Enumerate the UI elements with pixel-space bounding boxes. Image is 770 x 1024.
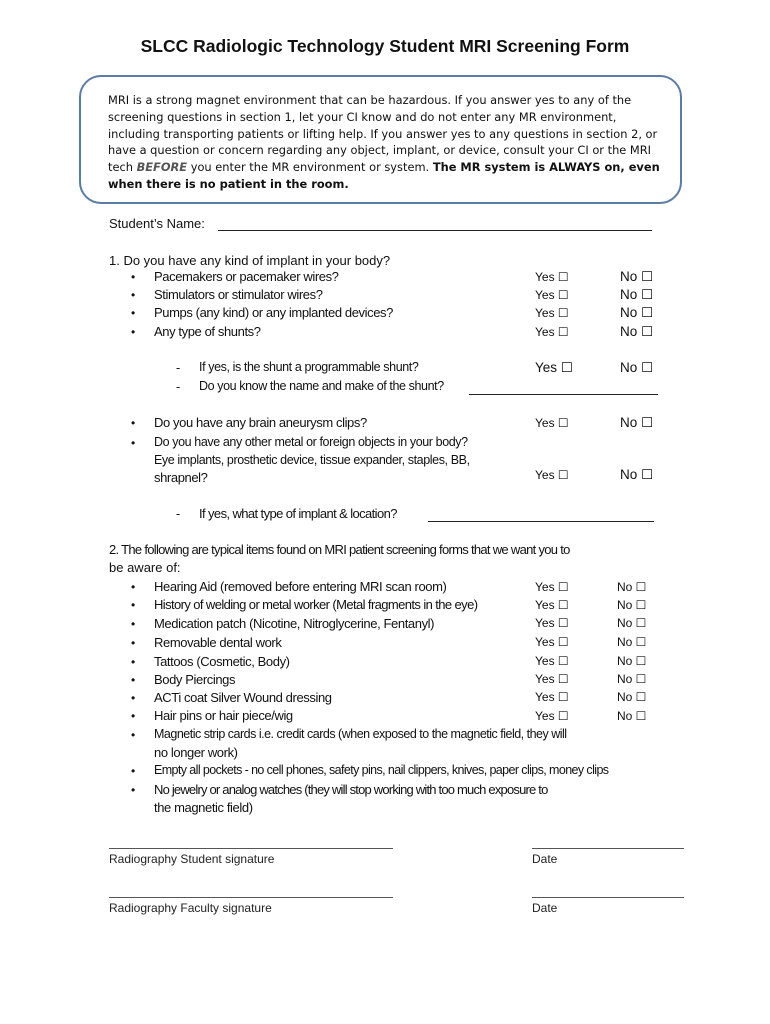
aneurysm-yes-checkbox[interactable]: Yes ☐ [535,416,569,430]
student-date-label: Date [532,852,558,866]
item-dental-work: Removable dental work [154,635,282,650]
programmable-shunt-yes-checkbox[interactable]: Yes ☐ [535,360,573,375]
pumps-yes-checkbox[interactable]: Yes ☐ [535,306,569,320]
implant-location-field[interactable] [428,521,654,522]
student-date-line[interactable] [532,848,684,849]
question-programmable-shunt: If yes, is the shunt a programmable shunt? [199,360,419,374]
item-hearing-aid: Hearing Aid (removed before entering MRI scan room) [154,579,447,594]
dental-work-yes-checkbox[interactable]: Yes ☐ [535,635,569,649]
before-emphasis: BEFORE [136,160,188,175]
hearing-aid-yes-checkbox[interactable]: Yes ☐ [535,580,569,594]
medication-patch-no-checkbox[interactable]: No ☐ [617,616,647,630]
item-empty-pockets: Empty all pockets - no cell phones, safety pins, nail clippers, knives, paper clips, money clips [154,763,609,777]
faculty-signature-line[interactable] [109,897,393,898]
always-on-warning: The MR system is ALWAYS on, even when there is no patient in the room. [108,160,660,191]
page-title: SLCC Radiologic Technology Student MRI Screening Form [140,36,630,56]
question-shunt-make: Do you know the name and make of the shunt? [199,379,444,393]
question-pumps: Pumps (any kind) or any implanted devices? [154,305,393,320]
tattoos-no-checkbox[interactable]: No ☐ [617,654,647,668]
warning-notice-text: MRI is a strong magnet environment that can be hazardous. If you answer yes to any of the screening questions in section 1, let your CI know and do not enter any MR environment, including transporting patients or lifting help. If you answer yes to any questions in section 2, or have a question or concern regarding any object, implant, or device, consult your CI or the MRI tech BEFORE you enter the MR environment or system. The MR system is ALWAYS on, even when there is no patient in the room. [108,93,660,191]
item-magnetic-cards: Magnetic strip cards i.e. credit cards (when exposed to the magnetic field, they will [154,727,567,741]
tattoos-yes-checkbox[interactable]: Yes ☐ [535,654,569,668]
piercings-no-checkbox[interactable]: No ☐ [617,672,647,686]
faculty-signature-label: Radiography Faculty signature [109,901,272,915]
welding-no-checkbox[interactable]: No ☐ [617,598,647,612]
item-no-jewelry: No jewelry or analog watches (they will stop working with too much exposure to [154,782,548,797]
shunt-make-field[interactable] [469,394,658,395]
student-signature-label: Radiography Student signature [109,852,275,866]
section2-heading: 2. The following are typical items found on MRI patient screening forms that we want you to [109,542,570,557]
medication-patch-yes-checkbox[interactable]: Yes ☐ [535,616,569,630]
metal-objects-yes-checkbox[interactable]: Yes ☐ [535,468,569,482]
piercings-yes-checkbox[interactable]: Yes ☐ [535,672,569,686]
stimulators-no-checkbox[interactable]: No ☐ [620,287,654,302]
item-hair-pins: Hair pins or hair piece/wig [154,708,293,723]
question-metal-objects: Do you have any other metal or foreign objects in your body? [154,435,468,449]
hearing-aid-no-checkbox[interactable]: No ☐ [617,580,647,594]
student-signature-line[interactable] [109,848,393,849]
hair-pins-no-checkbox[interactable]: No ☐ [617,709,647,723]
shunts-no-checkbox[interactable]: No ☐ [620,324,654,339]
item-medication-patch: Medication patch (Nicotine, Nitroglycerine, Fentanyl) [154,616,435,631]
item-acticoat-dressing: ACTi coat Silver Wound dressing [154,690,332,705]
section1-heading: 1. Do you have any kind of implant in your body? [109,253,391,268]
dental-work-no-checkbox[interactable]: No ☐ [617,635,647,649]
hair-pins-yes-checkbox[interactable]: Yes ☐ [535,709,569,723]
aneurysm-no-checkbox[interactable]: No ☐ [620,415,654,430]
programmable-shunt-no-checkbox[interactable]: No ☐ [620,360,654,375]
shunts-yes-checkbox[interactable]: Yes ☐ [535,325,569,339]
question-shunts: Any type of shunts? [154,324,261,339]
welding-yes-checkbox[interactable]: Yes ☐ [535,598,569,612]
student-name-field[interactable] [218,230,652,231]
stimulators-yes-checkbox[interactable]: Yes ☐ [535,288,569,302]
acticoat-no-checkbox[interactable]: No ☐ [617,690,647,704]
item-tattoos: Tattoos (Cosmetic, Body) [154,654,290,669]
student-name-label: Student’s Name: [109,216,205,231]
item-welding-history: History of welding or metal worker (Metal fragments in the eye) [154,597,478,612]
question-stimulators: Stimulators or stimulator wires? [154,287,323,302]
pacemakers-no-checkbox[interactable]: No ☐ [620,269,654,284]
faculty-date-line[interactable] [532,897,684,898]
question-implant-location: If yes, what type of implant & location? [199,506,397,521]
question-pacemakers: Pacemakers or pacemaker wires? [154,269,339,284]
pacemakers-yes-checkbox[interactable]: Yes ☐ [535,270,569,284]
item-body-piercings: Body Piercings [154,672,236,687]
pumps-no-checkbox[interactable]: No ☐ [620,305,654,320]
faculty-date-label: Date [532,901,558,915]
acticoat-yes-checkbox[interactable]: Yes ☐ [535,690,569,704]
metal-objects-no-checkbox[interactable]: No ☐ [620,467,654,482]
question-aneurysm-clips: Do you have any brain aneurysm clips? [154,415,367,430]
